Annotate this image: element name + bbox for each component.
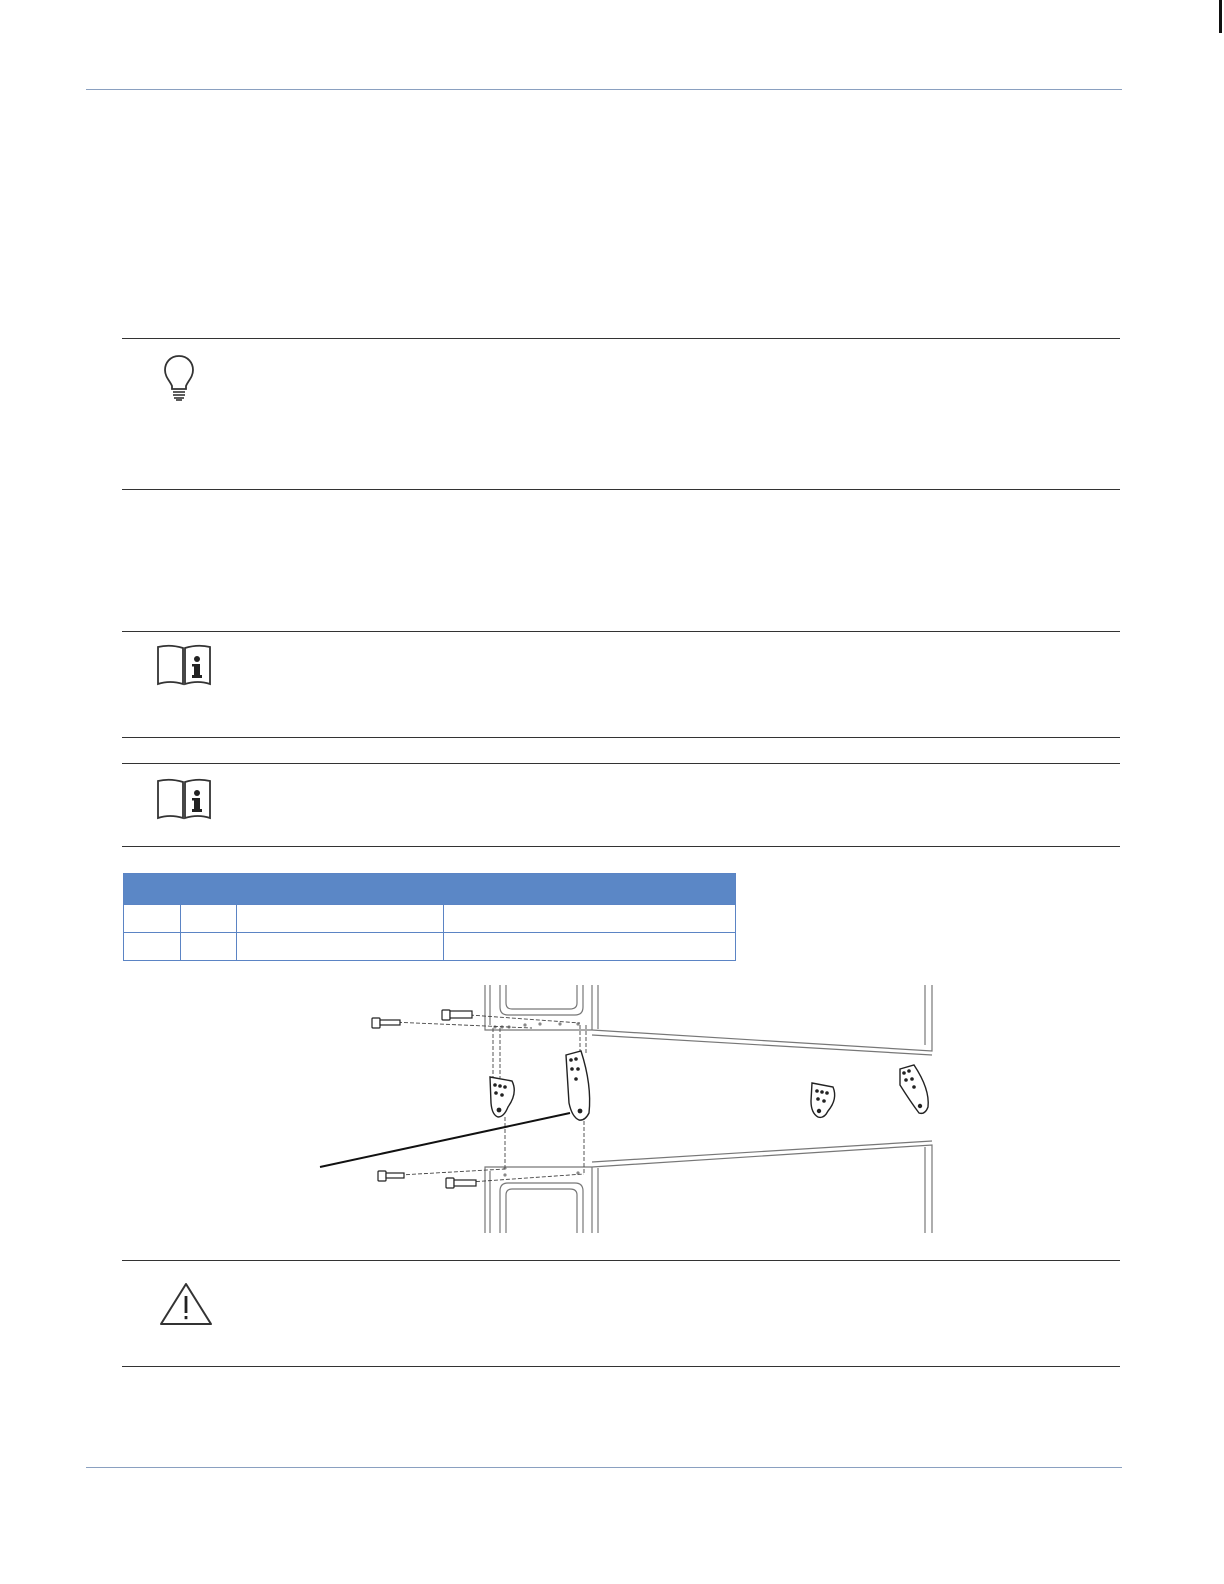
lightbulb-icon bbox=[162, 353, 196, 403]
table-header-cell bbox=[443, 874, 736, 905]
manual-info-icon bbox=[156, 778, 212, 820]
table-row bbox=[124, 905, 736, 933]
table-cell bbox=[236, 933, 443, 961]
table-header-cell bbox=[124, 874, 181, 905]
table-row bbox=[124, 933, 736, 961]
table-cell bbox=[180, 905, 236, 933]
page-edge-mark bbox=[1219, 0, 1222, 33]
parts-table bbox=[123, 873, 736, 961]
note-callout bbox=[122, 763, 1120, 847]
note-callout bbox=[122, 631, 1120, 738]
tip-callout bbox=[122, 338, 1120, 490]
warning-triangle-icon bbox=[158, 1281, 214, 1327]
header-rule bbox=[86, 89, 1122, 90]
table-cell bbox=[443, 933, 736, 961]
manual-info-icon bbox=[156, 644, 212, 686]
table-cell bbox=[124, 933, 181, 961]
warning-callout bbox=[122, 1260, 1120, 1367]
assembly-illustration bbox=[300, 985, 960, 1235]
table-cell bbox=[180, 933, 236, 961]
table-header-row bbox=[124, 874, 736, 905]
table-cell bbox=[236, 905, 443, 933]
footer-rule bbox=[86, 1467, 1122, 1468]
table-header-cell bbox=[180, 874, 236, 905]
table-cell bbox=[443, 905, 736, 933]
table-cell bbox=[124, 905, 181, 933]
table-header-cell bbox=[236, 874, 443, 905]
